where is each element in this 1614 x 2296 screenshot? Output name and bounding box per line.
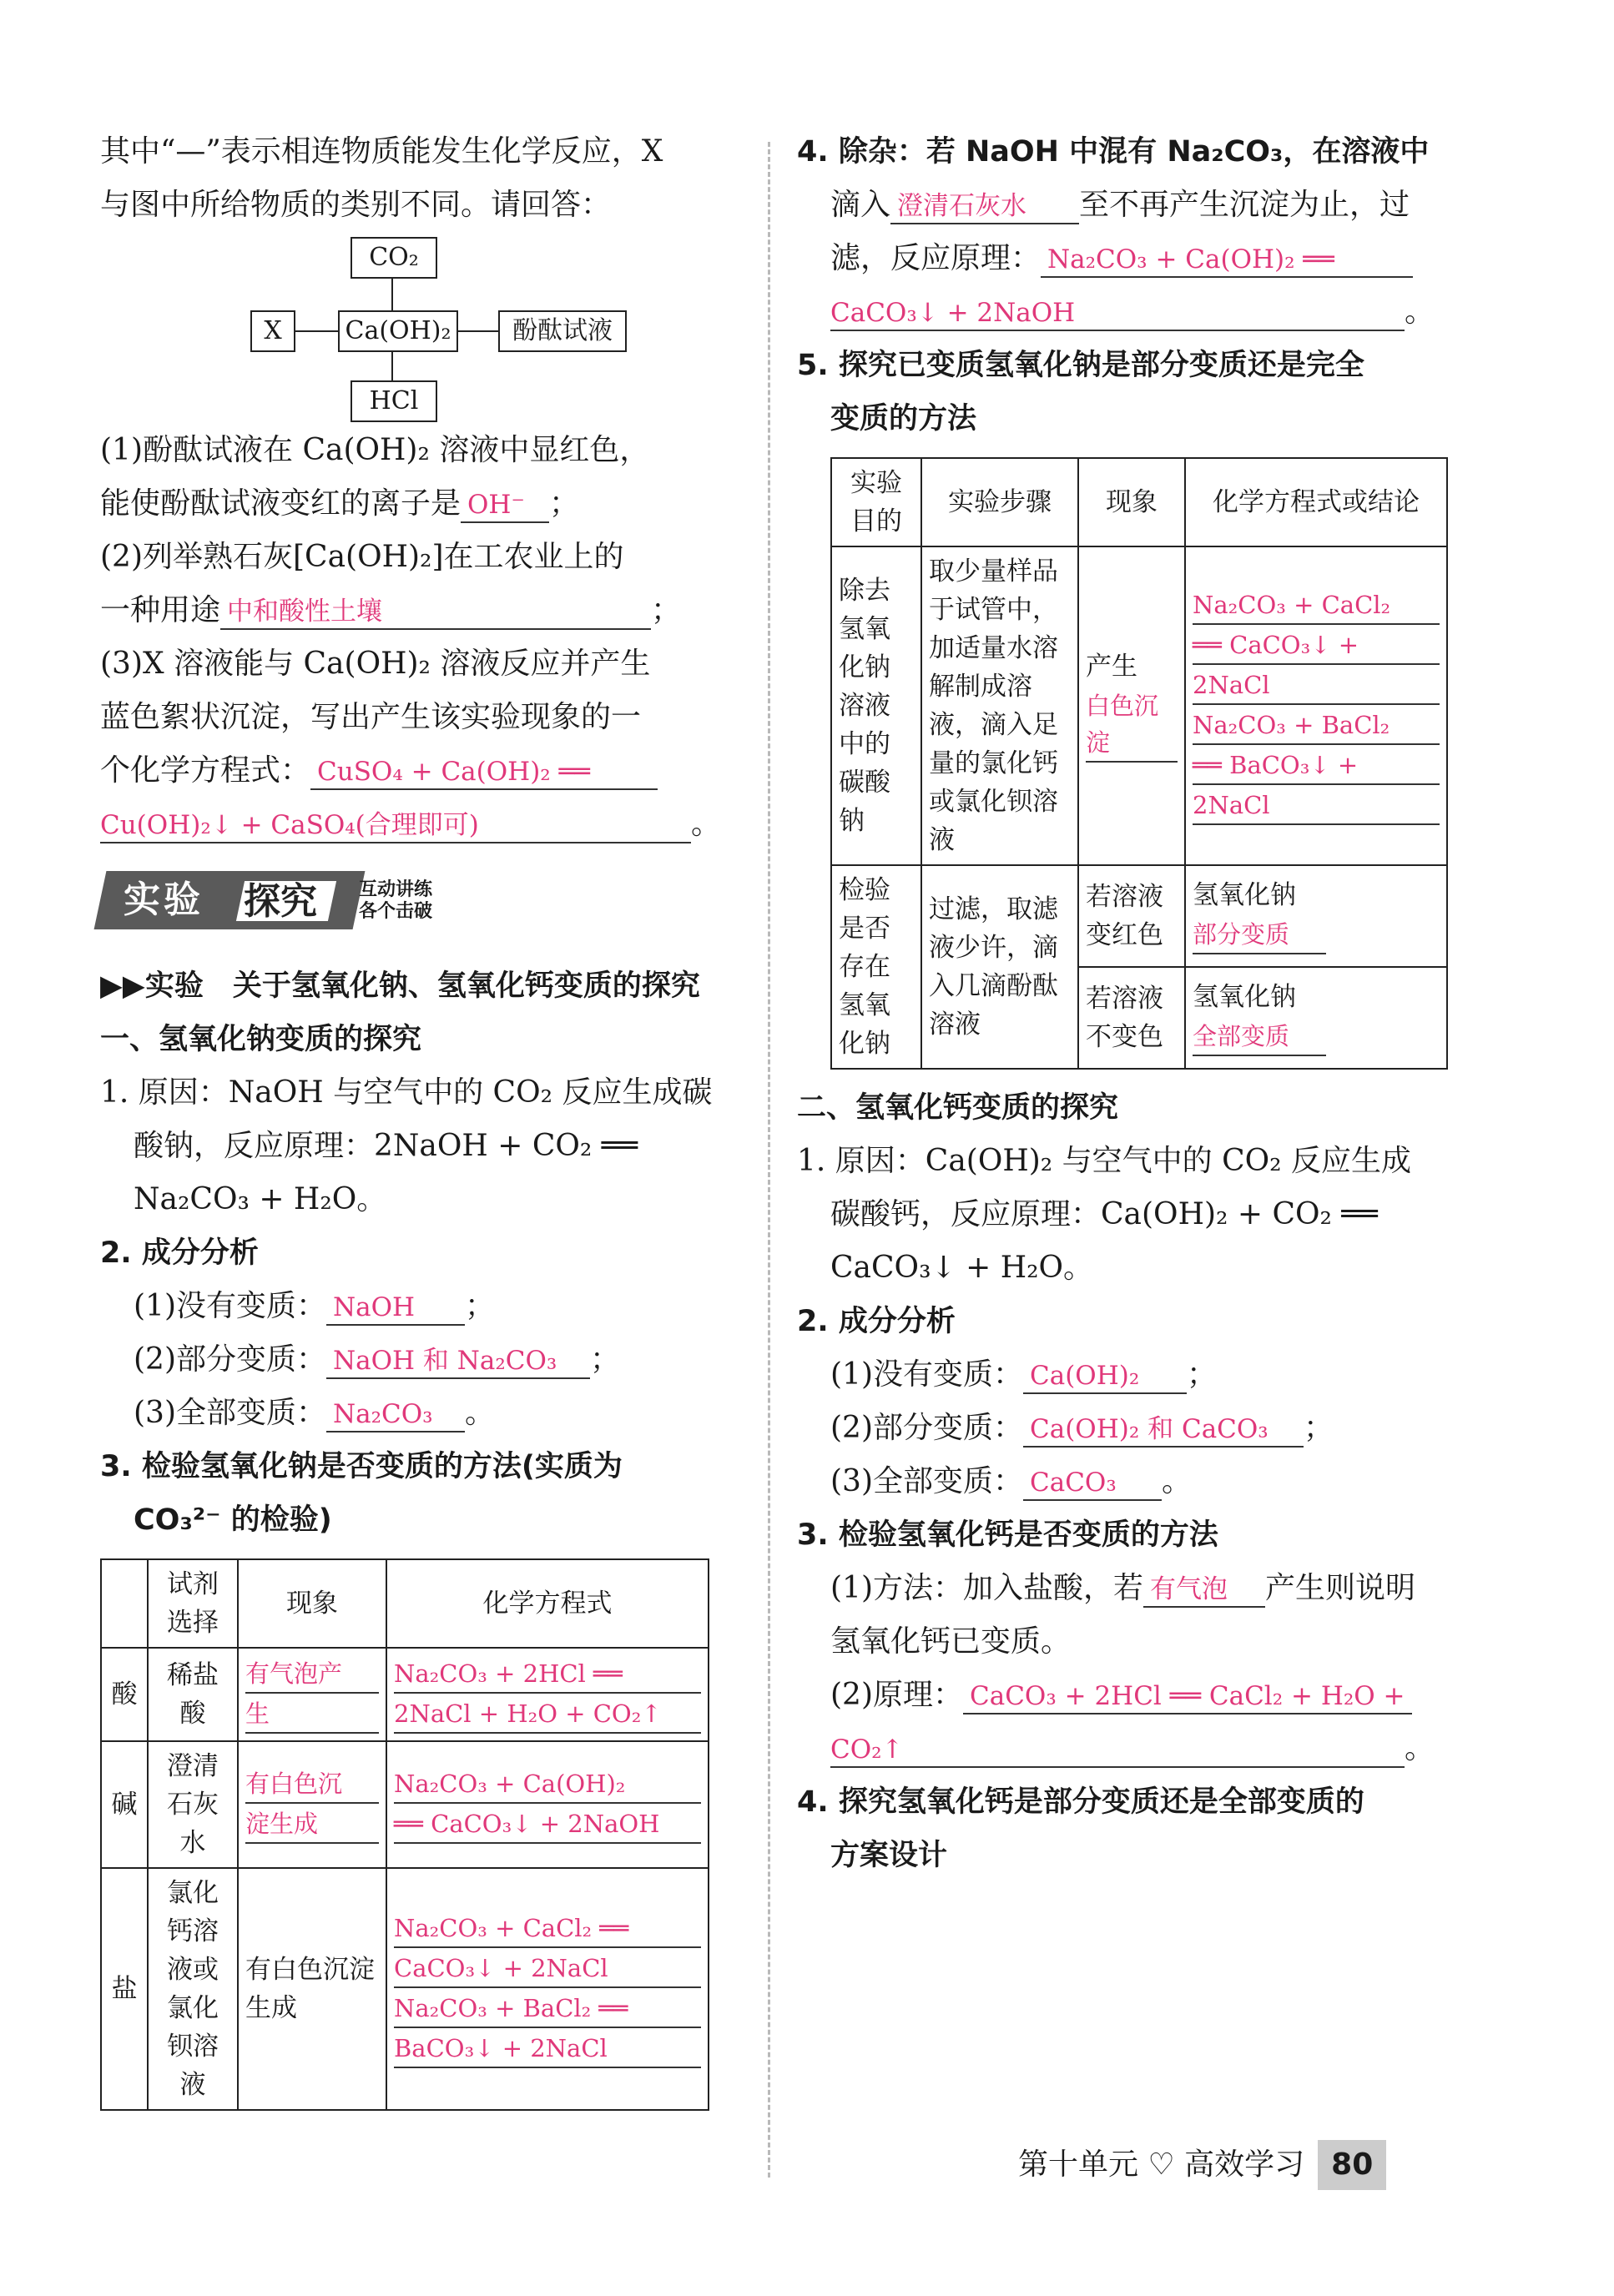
t2c-answer: CaCO₃ bbox=[1023, 1466, 1162, 1501]
q3-line-4: Cu(OH)₂↓ + CaSO₄(合理即可) 。 bbox=[100, 798, 743, 851]
s1-2a: (1)没有变质： NaOH ； bbox=[100, 1280, 743, 1333]
t3a-answer: 有气泡 bbox=[1143, 1573, 1265, 1608]
s5-line-1: 5. 探究已变质氢氧化钠是部分变质还是完全 bbox=[797, 349, 1364, 382]
s4-line-3: 滤，反应原理： Na₂CO₃ + Ca(OH)₂ ══ bbox=[797, 232, 1448, 285]
s4-answer-1: 澄清石灰水 bbox=[890, 189, 1079, 224]
s1-2b-answer: NaOH 和 Na₂CO₃ bbox=[326, 1344, 590, 1379]
section-2-heading: 二、氢氧化钙变质的探究 bbox=[797, 1091, 1119, 1125]
s1-1-line-3: Na₂CO₃ + H₂O。 bbox=[134, 1182, 387, 1216]
t3b-answer-1: CaCO₃ + 2HCl ══ CaCl₂ + H₂O + bbox=[963, 1679, 1412, 1714]
table1-header-reagent: 试剂选择 bbox=[148, 1559, 238, 1648]
diagram-hcl: HCl bbox=[351, 380, 437, 422]
diagram-line bbox=[294, 330, 338, 332]
t3b-answer-2: CO₂↑ bbox=[830, 1733, 1405, 1768]
test-methods-table bbox=[100, 1558, 709, 2111]
s1-2c: (3)全部变质： Na₂CO₃ 。 bbox=[100, 1387, 743, 1440]
t3a-line-2: 氢氧化钙已变质。 bbox=[830, 1624, 1072, 1659]
experiment-banner bbox=[100, 863, 743, 954]
s1-1-line-2: 酸钠，反应原理：2NaOH + CO₂ ══ bbox=[134, 1129, 638, 1163]
table-row: 除去氢氧化钠溶液中的碳酸钠 取少量样品于试管中，加适量水溶解制成溶液，滴入足量的氯化钙或氯化钡溶液 产生 白色沉淀 Na₂CO₃ + CaCl₂ ══ CaCO₃↓ + 2NaCl Na₂CO₃ + BaCl₂ ══ BaCO₃↓ + 2NaCl bbox=[831, 546, 1447, 865]
unit-label: 第十单元 ♡ 高效学习 bbox=[1018, 2147, 1305, 2182]
t2-heading: 2. 成分分析 bbox=[797, 1305, 956, 1338]
t2a: (1)没有变质： Ca(OH)₂ ； bbox=[797, 1348, 1448, 1402]
q1-line-1: (1)酚酞试液在 Ca(OH)₂ 溶液中显红色， bbox=[100, 433, 650, 467]
t1-line-2: 碳酸钙，反应原理：Ca(OH)₂ + CO₂ ══ bbox=[830, 1197, 1378, 1231]
banner-subtitle: 互动讲练 各个击破 bbox=[359, 879, 433, 922]
q3-line-3: 个化学方程式： CuSO₄ + Ca(OH)₂ ══ bbox=[100, 744, 743, 798]
q2-line-1: (2)列举熟石灰[Ca(OH)₂]在工农业上的 bbox=[100, 540, 624, 574]
diagram-line bbox=[391, 350, 393, 380]
s1-2b: (2)部分变质： NaOH 和 Na₂CO₃ ； bbox=[100, 1333, 743, 1387]
q2-line-2: 一种用途 中和酸性土壤 ； bbox=[100, 584, 743, 637]
table1-header-equation: 化学方程式 bbox=[386, 1559, 709, 1648]
page-number: 80 bbox=[1318, 2140, 1386, 2190]
table2-header-conclusion: 化学方程式或结论 bbox=[1185, 458, 1447, 546]
q1-line-2: 能使酚酞试液变红的离子是 OH⁻ ； bbox=[100, 477, 743, 531]
t2c: (3)全部变质： CaCO₃ 。 bbox=[797, 1455, 1448, 1508]
s1-2-heading: 2. 成分分析 bbox=[100, 1236, 259, 1270]
s4-answer-2: Na₂CO₃ + Ca(OH)₂ ══ bbox=[1041, 243, 1413, 278]
t2a-answer: Ca(OH)₂ bbox=[1023, 1359, 1187, 1394]
s4-line-4: CaCO₃↓ + 2NaOH 。 bbox=[797, 285, 1448, 339]
intro-line-2: 与图中所给物质的类别不同。请回答： bbox=[100, 188, 612, 222]
table2-header-purpose: 实验目的 bbox=[831, 458, 921, 546]
t3b-line-1: (2)原理： CaCO₃ + 2HCl ══ CaCl₂ + H₂O + bbox=[797, 1669, 1448, 1722]
t2b: (2)部分变质： Ca(OH)₂ 和 CaCO₃ ； bbox=[797, 1402, 1448, 1455]
left-column bbox=[100, 125, 743, 2111]
table2-header-phenomenon: 现象 bbox=[1078, 458, 1185, 546]
q1-answer: OH⁻ bbox=[461, 488, 549, 523]
s4-line-2: 滴入 澄清石灰水 至不再产生沉淀为止，过 bbox=[797, 179, 1448, 232]
intro-line-1: 其中“—”表示相连物质能发生化学反应，X bbox=[100, 134, 663, 169]
s1-3-line-1: 3. 检验氢氧化钠是否变质的方法(实质为 bbox=[100, 1450, 623, 1483]
diagram-phenolphthalein: 酚酞试液 bbox=[498, 310, 627, 352]
column-divider bbox=[768, 142, 770, 2178]
t1-line-3: CaCO₃↓ + H₂O。 bbox=[830, 1251, 1094, 1285]
diagram-x: X bbox=[250, 310, 295, 352]
reaction-diagram bbox=[100, 237, 743, 420]
diagram-line bbox=[391, 277, 393, 310]
s1-3-line-2: CO₃²⁻ 的检验) bbox=[134, 1503, 332, 1537]
table-row: 盐 氯化钙溶液或氯化钡溶液 有白色沉淀生成 Na₂CO₃ + CaCl₂ ══ CaCO₃↓ + 2NaCl Na₂CO₃ + BaCl₂ ══ BaCO₃↓ + 2NaCl bbox=[101, 1868, 709, 2110]
s1-2a-answer: NaOH bbox=[326, 1291, 465, 1326]
table1-header-type bbox=[101, 1559, 148, 1648]
t4-line-1: 4. 探究氢氧化钙是部分变质还是全部变质的 bbox=[797, 1785, 1364, 1819]
section-1-heading: 一、氢氧化钠变质的探究 bbox=[100, 1023, 422, 1056]
q3-line-2: 蓝色絮状沉淀，写出产生该实验现象的一 bbox=[100, 700, 642, 734]
right-column bbox=[797, 125, 1448, 1882]
table-row: 酸 稀盐酸 有气泡产 生 Na₂CO₃ + 2HCl ══ 2NaCl + H₂O + CO₂↑ bbox=[101, 1648, 709, 1741]
table1-header-phenomenon: 现象 bbox=[238, 1559, 386, 1648]
q2-answer: 中和酸性土壤 bbox=[220, 595, 651, 630]
q3-line-1: (3)X 溶液能与 Ca(OH)₂ 溶液反应并产生 bbox=[100, 647, 651, 681]
t3a-line-1: (1)方法：加入盐酸，若 有气泡 产生则说明 bbox=[797, 1562, 1448, 1615]
t2b-answer: Ca(OH)₂ 和 CaCO₃ bbox=[1023, 1412, 1304, 1448]
table-row: 若溶液不变色 氢氧化钠 全部变质 bbox=[831, 967, 1447, 1069]
diagram-caoh2: Ca(OH)₂ bbox=[338, 310, 458, 352]
t1-line-1: 1. 原因：Ca(OH)₂ 与空气中的 CO₂ 反应生成 bbox=[797, 1144, 1412, 1178]
t3-heading: 3. 检验氢氧化钙是否变质的方法 bbox=[797, 1518, 1218, 1552]
banner-label-1: 实验 bbox=[124, 879, 204, 921]
table-row: 检验是否存在氢氧化钠 过滤，取滤液少许，滴入几滴酚酞溶液 若溶液变红色 氢氧化钠 部分变质 bbox=[831, 865, 1447, 967]
banner-label-2: 探究 bbox=[244, 880, 317, 923]
q3-answer-1: CuSO₄ + Ca(OH)₂ ══ bbox=[310, 755, 658, 790]
page-footer bbox=[1018, 2140, 1386, 2190]
experiment-title: ▶▶实验 关于氢氧化钠、氢氧化钙变质的探究 bbox=[100, 969, 700, 1003]
t4-line-2: 方案设计 bbox=[830, 1839, 948, 1872]
q3-answer-2: Cu(OH)₂↓ + CaSO₄(合理即可) bbox=[100, 808, 691, 843]
diagram-line bbox=[456, 330, 498, 332]
t3b-line-2: CO₂↑ 。 bbox=[797, 1722, 1448, 1775]
s1-1-line-1: 1. 原因：NaOH 与空气中的 CO₂ 反应生成碳 bbox=[100, 1075, 713, 1110]
table2-header-step: 实验步骤 bbox=[921, 458, 1078, 546]
s4-answer-3: CaCO₃↓ + 2NaOH bbox=[830, 296, 1405, 331]
s5-line-2: 变质的方法 bbox=[830, 402, 977, 436]
partial-full-table bbox=[830, 457, 1448, 1070]
s4-line-1: 4. 除杂：若 NaOH 中混有 Na₂CO₃，在溶液中 bbox=[797, 135, 1430, 169]
s1-2c-answer: Na₂CO₃ bbox=[326, 1397, 465, 1432]
table-row: 碱 澄清石灰水 有白色沉 淀生成 Na₂CO₃ + Ca(OH)₂ ══ CaCO₃↓ + 2NaOH bbox=[101, 1741, 709, 1868]
diagram-co2: CO₂ bbox=[351, 237, 437, 279]
